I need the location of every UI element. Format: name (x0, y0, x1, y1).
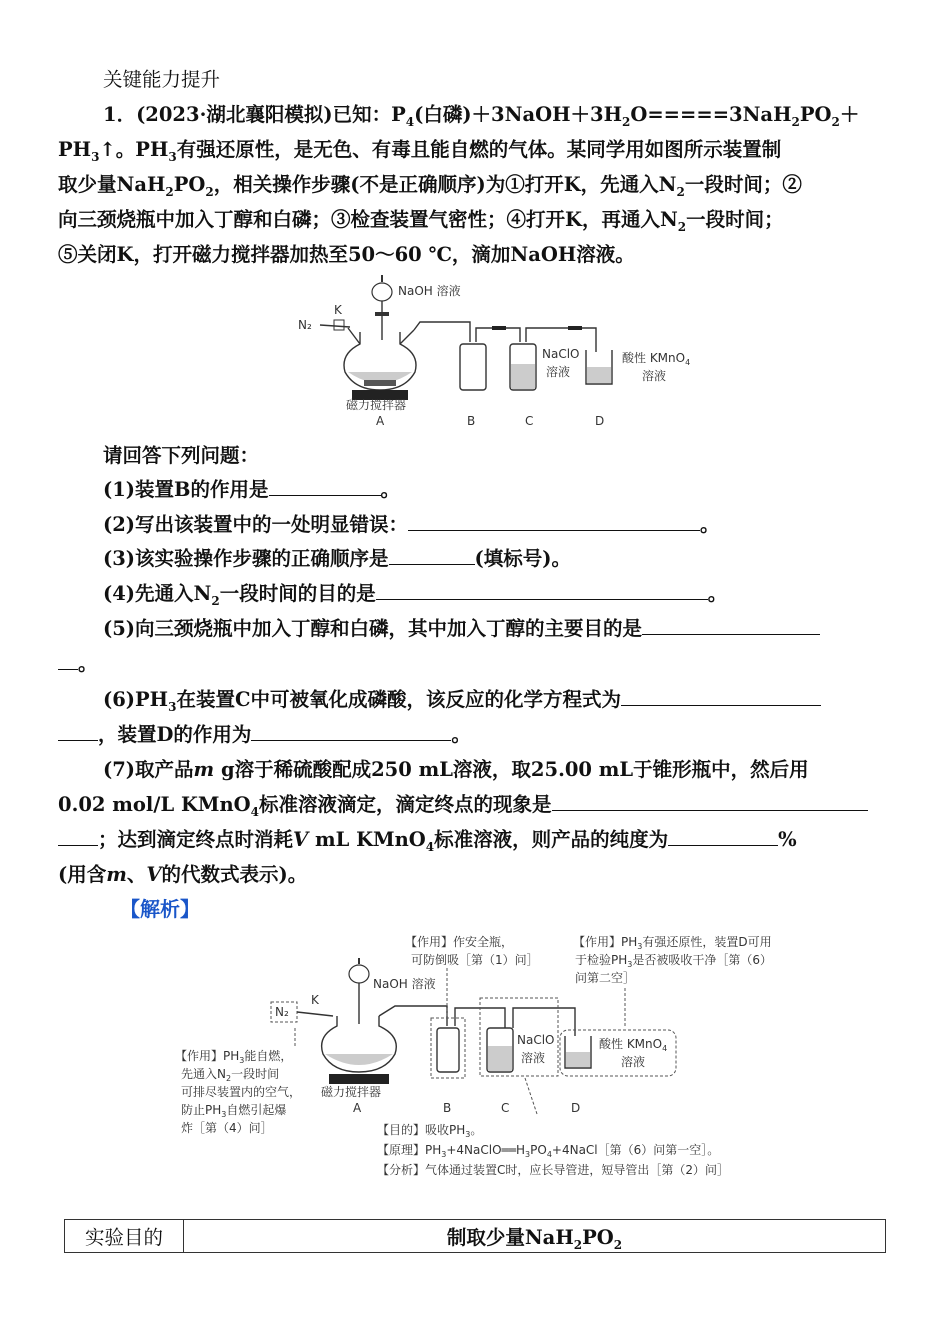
note-c-line1: 【目的】吸收$PH_3$。 (377, 1123, 483, 1139)
answer-blank-1[interactable] (269, 473, 381, 496)
analysis-figure (175, 928, 825, 1186)
analysis-label: 【解析】 (120, 897, 200, 921)
apparatus-figure (290, 272, 710, 434)
n2-label-2: N₂ (275, 1005, 289, 1019)
answer-blank-7a[interactable] (552, 788, 868, 811)
kmno4-solution-label: 溶液 (642, 369, 667, 383)
table-row (65, 1220, 886, 1253)
question-7-line2: 0.02 mol/L KMnO$_4$标准溶液滴定，滴定终点的现象是 (58, 787, 894, 822)
question-1: (1)装置B的作用是 。 (103, 472, 939, 507)
question-6: $(6)PH_3$在装置C中可被氧化成磷酸，该反应的化学方程式为 (103, 682, 939, 717)
answer-blank-2[interactable] (408, 508, 700, 531)
question-line-3: 取少量$NaH_2PO_2$，相关操作步骤(不是正确顺序)为①打开K，先通入$N_2$一段时间；② (58, 173, 802, 199)
answer-blank-4[interactable] (376, 577, 708, 600)
answer-blank-5[interactable] (642, 612, 820, 635)
naclo-label: NaClO (542, 347, 580, 361)
note-b-line2: 可防倒吸［第（1）问］ (411, 953, 539, 967)
kmno4-label: 酸性 KMnO$_4$ (622, 351, 691, 367)
label-b-2: B (443, 1101, 452, 1115)
naoh-label-2: NaOH 溶液 (373, 977, 436, 991)
answer-blank-7a-cont[interactable] (58, 823, 98, 846)
table-cell-header: 实验目的 (65, 1220, 184, 1253)
note-d-line3: 问第二空］ (575, 971, 636, 985)
naoh-label: NaOH 溶液 (398, 284, 461, 298)
n2-label: N₂ (298, 318, 312, 332)
note-a-line4: 防止$PH_3$自燃引起爆 (181, 1103, 287, 1119)
label-a: A (376, 414, 385, 428)
note-a-line3: 可排尽装置内的空气， (181, 1085, 302, 1099)
answer-blank-7b[interactable] (668, 823, 778, 846)
label-c: C (525, 414, 534, 428)
note-d-line1: 【作用】$PH_3$有强还原性，装置D可用 (573, 935, 772, 951)
naclo-label-2: NaClO (517, 1033, 555, 1047)
stirrer-label: 磁力搅拌器 (346, 398, 407, 412)
answer-blank-3[interactable] (389, 542, 475, 565)
question-3: (3)该实验操作步骤的正确顺序是 (填标号)。 (103, 541, 939, 576)
question-4: (4)先通入$N_2$一段时间的目的是 。 (103, 576, 939, 611)
kmno4-label-2: 酸性 KMnO$_4$ (599, 1037, 668, 1053)
note-a-line2: 先通入$N_2$一段时间 (181, 1067, 280, 1083)
naclo-solution-label-2: 溶液 (521, 1051, 546, 1065)
question-line-5: ⑤关闭K，打开磁力搅拌器加热至50～60 ℃，滴加NaOH溶液。 (58, 243, 635, 266)
label-c-2: C (501, 1101, 510, 1115)
section-heading: 关键能力提升 (103, 68, 221, 91)
answer-blank-6a-cont[interactable] (58, 718, 98, 741)
label-d: D (595, 414, 605, 428)
question-7: (7)取产品m g溶于稀硫酸配成250 mL溶液，取25.00 mL于锥形瓶中，然后用 (103, 758, 809, 781)
note-a-line1: 【作用】$PH_3$能自燃， (175, 1049, 293, 1065)
note-c-line3: 【分析】气体通过装置C时，应长导管进，短导管出［第（2）问］ (377, 1163, 730, 1177)
note-b-line1: 【作用】作安全瓶， (405, 935, 514, 949)
k-label: K (334, 303, 342, 317)
question-5-cont: 。 (58, 646, 894, 681)
question-2: (2)写出该装置中的一处明显错误： 。 (103, 507, 939, 542)
question-line-4: 向三颈烧瓶中加入丁醇和白磷；③检查装置气密性；④打开K，再通入$N_2$一段时间； (58, 208, 784, 234)
table-cell-value: 制取少量$NaH_2PO_2$ (184, 1220, 886, 1253)
note-a-line5: 炸［第（4）问］ (181, 1121, 273, 1135)
label-a-2: A (353, 1101, 362, 1115)
kmno4-solution-label-2: 溶液 (621, 1055, 646, 1069)
answer-blank-6b[interactable] (251, 718, 451, 741)
label-b: B (467, 414, 476, 428)
k-label-2: K (311, 993, 319, 1007)
naclo-solution-label: 溶液 (546, 365, 571, 379)
label-d-2: D (571, 1101, 581, 1115)
question-7-line4: (用含m、V的代数式表示)。 (58, 863, 308, 886)
stirrer-label-2: 磁力搅拌器 (321, 1085, 382, 1099)
question-6-cont: ，装置D的作用为 。 (58, 717, 894, 752)
note-c-line2: 【原理】$PH_3+4NaClO══H_3PO_4+4NaCl[$第（6）问第一空］。 (377, 1143, 720, 1159)
prompt: 请回答下列问题： (103, 444, 260, 467)
note-d-line2: 于检验$PH_3$是否被吸收干净［第（6） (575, 953, 772, 969)
answer-blank-5-cont[interactable] (58, 647, 78, 670)
question-line-2: $PH_3↑$。$PH_3$有强还原性，是无色、有毒且能自燃的气体。某同学用如图所示装置制 (58, 138, 782, 164)
summary-table (64, 1219, 886, 1253)
answer-blank-6a[interactable] (621, 683, 821, 706)
question-5: (5)向三颈烧瓶中加入丁醇和白磷，其中加入丁醇的主要目的是 (103, 611, 939, 646)
question-line-1: 1．(2023·湖北襄阳模拟)已知：$P_4$(白磷)$+3NaOH+3H_2O=====3NaH_2PO_2+$ (103, 103, 860, 129)
question-7-line3: ；达到滴定终点时消耗V mL KMnO$_4$标准溶液，则产品的纯度为 % (58, 822, 894, 857)
